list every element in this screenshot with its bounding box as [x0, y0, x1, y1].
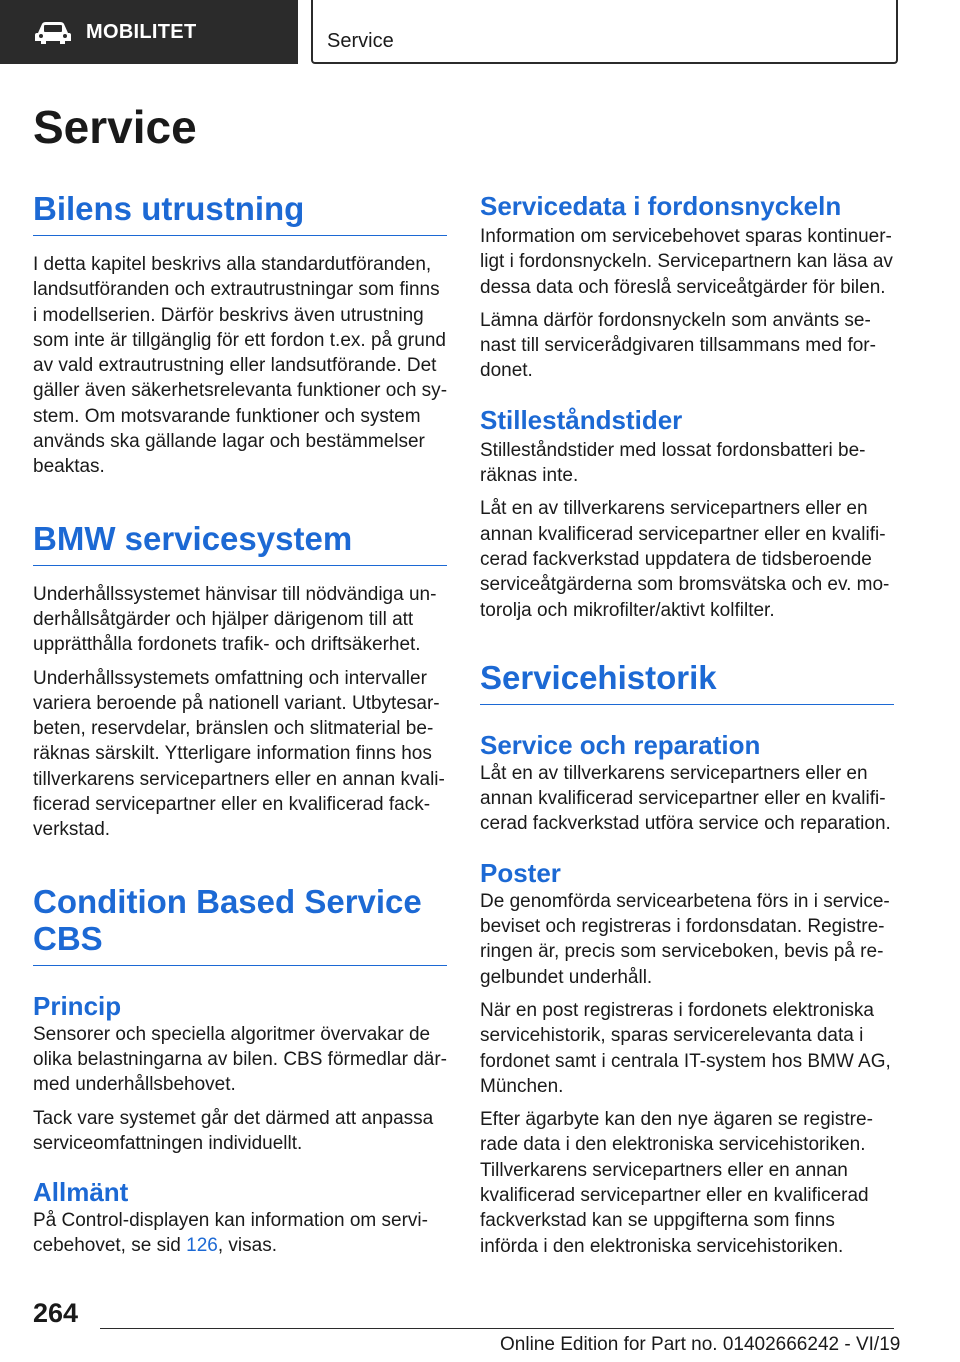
paragraph: Tack vare systemet går det därmed att anpassa serviceomfattningen individuellt.: [33, 1107, 434, 1154]
paragraph: På Control-displayen kan information om servicebehovet, se sid 126, visas.: [33, 1210, 428, 1257]
paragraph: Låt en av tillverkarens servicepartners eller en annan kvalificerad servicepartner eller en kvalificerad fackverkstad utföra service och reparation.: [480, 762, 891, 835]
chapter-label: Service: [327, 30, 394, 52]
paragraph: Underhållssystemet hänvisar till nödvändiga underhållsåtgärder och hjälper därigenom till att upprätthålla fordonets trafik- och driftsäkerhet.: [33, 583, 437, 656]
section-tab: [0, 0, 298, 64]
paragraph: De genomförda servicearbetena förs in i servicebeviset och registreras i fordonsdatan. Registreringen är, precis som serviceboken, bevis på regelbundet underhåll.: [480, 890, 890, 988]
heading-servicedata: Servicedata i fordonsnyckeln: [480, 191, 842, 221]
page-number: 264: [33, 1298, 79, 1328]
paragraph: Låt en av tillverkarens servicepartners eller en annan kvalificerad servicepartner eller en kvalificerad fackverkstad uppdatera de tidsberoende serviceåtgärderna som bromsvätska och ev. motorolja och mikrofilter/aktivt kolfilter.: [480, 498, 890, 621]
paragraph: Underhållssystemets omfattning och intervaller variera beroende på nationell variant. Utbytesarbeten, reservdelar, bränslen och slitmaterial beräknas särskilt. Ytterligare information finns hos tillverkarens servicepartners eller en annan kvalificerad servicepartner eller en kvalificerad fackverkstad.: [33, 667, 445, 841]
heading-service-och-reparation: Service och reparation: [480, 729, 761, 760]
paragraph: Sensorer och speciella algoritmer övervakar de olika belastningarna av bilen. CBS förmedlar därmed underhållsbehovet.: [33, 1023, 447, 1096]
heading-bilens-utrustning: Bilens utrustning: [33, 190, 447, 236]
heading-allmant: Allmänt: [33, 1177, 129, 1208]
heading-servicehistorik: Servicehistorik: [480, 659, 894, 705]
paragraph: I detta kapitel beskrivs alla standardutföranden, landsutföranden och extrautrustningar som finns i modellserien. Därför beskrivs även utrustning som inte är tillgänglig för ett fordon t.ex. på grund av vald extrautrustning eller landsutförande. Det gäller även säkerhetsrelevanta funktioner och system. Om motsvarande funktioner och system används ska gällande lagar och bestämmelser beaktas.: [33, 254, 448, 478]
edition-note: Online Edition for Part no. 01402666242 - VI/19: [500, 1334, 901, 1355]
page-link[interactable]: 126: [186, 1235, 218, 1257]
left-column: [33, 190, 447, 1259]
heading-bmw-servicesystem: BMW servicesystem: [33, 520, 447, 566]
paragraph: När en post registreras i fordonets elektroniska servicehistorik, sparas servicerelevanta data i fordonet samt i centrala IT-system hos BMW AG, München.: [480, 999, 891, 1097]
heading-princip: Princip: [33, 990, 122, 1021]
chapter-tab: [311, 0, 898, 64]
paragraph: Lämna därför fordonsnyckeln som använts senast till servicerådgivaren tillsammans med fordonet.: [480, 309, 876, 382]
paragraph: Stilleståndstider med lossat fordonsbatteri beräknas inte.: [480, 439, 866, 487]
section-label: MOBILITET: [86, 20, 197, 43]
footer-divider: [100, 1328, 894, 1329]
paragraph: Information om servicebehovet sparas kontinuerligt i fordonsnyckeln. Servicepartnern kan läsa av dessa data och föreslå serviceåtgärder för bilen.: [480, 226, 893, 298]
paragraph: Efter ägarbyte kan den nye ägaren se registrerade data i den elektroniska servicehistoriken. Tillverkarens servicepartners eller en annan kvalificerad servicepartner eller en kvalificerad fackverkstad kan se uppgifterna som finns införda i den elektroniska servicehistoriken.: [480, 1109, 873, 1257]
heading-condition-based-service: Condition Based Service CBS: [33, 883, 447, 966]
car-icon: [34, 19, 72, 45]
page-title: Service: [33, 101, 197, 153]
right-column: [480, 190, 894, 1259]
heading-stillestandstider: Stilleståndstider: [480, 404, 683, 435]
heading-poster: Poster: [480, 857, 561, 888]
